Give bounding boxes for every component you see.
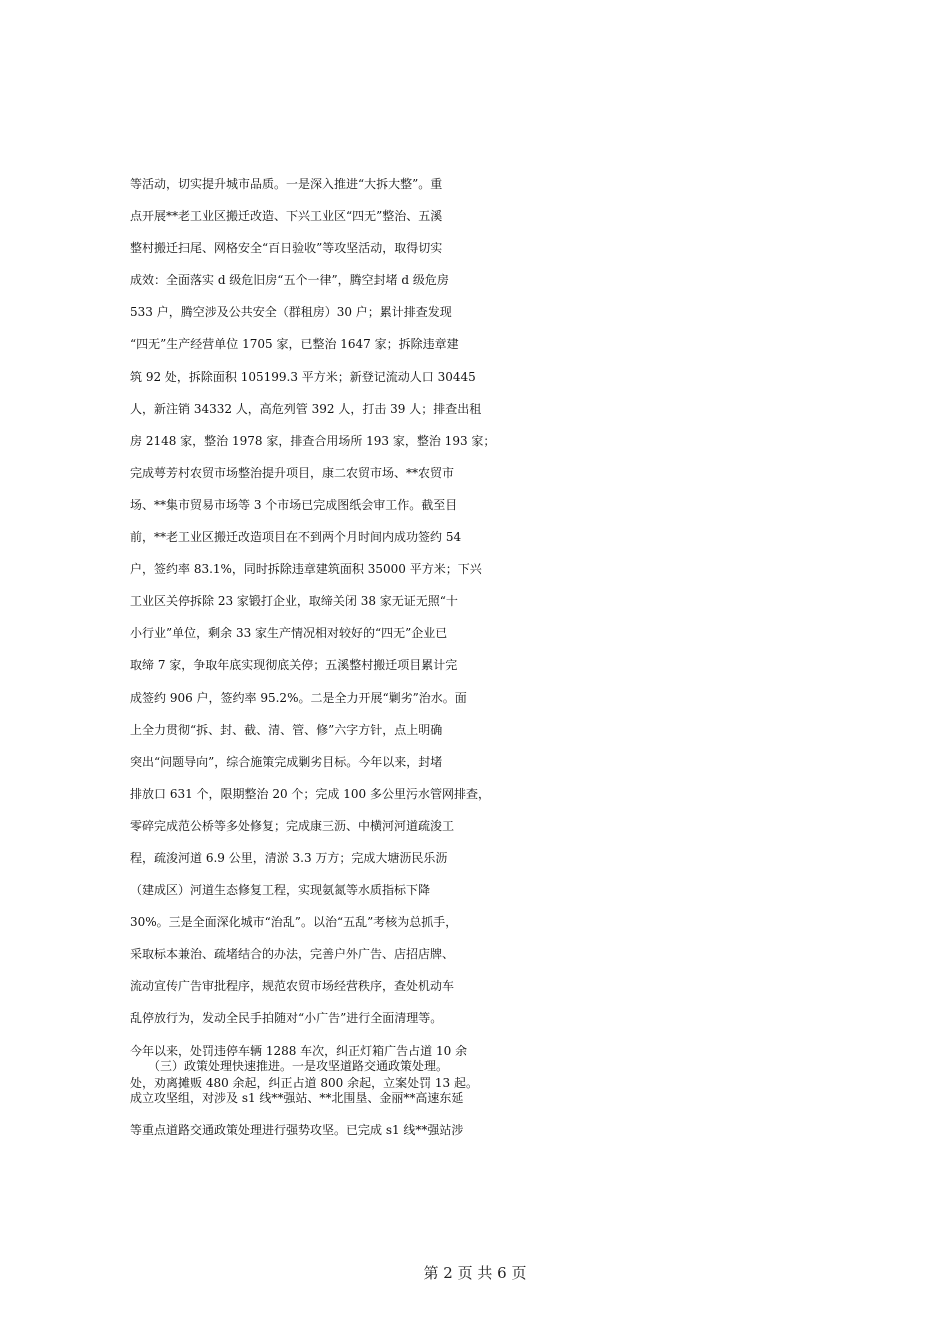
paragraph-policy [130, 1050, 830, 1146]
text-line: 乱停放行为，发动全民手拍随对“小广告”进行全面清理等。 [130, 1011, 443, 1026]
text-line: 取缔 7 家，争取年底实现彻底关停；五溪整村搬迁项目累计完 [130, 658, 458, 673]
text-line: 533 户，腾空涉及公共安全（群租房）30 户；累计排查发现 [130, 305, 452, 320]
text-line: 30%。三是全面深化城市“治乱”。以治“五乱”考核为总抓手， [130, 915, 458, 930]
text-line: 筑 92 处，拆除面积 105199.3 平方米；新登记流动人口 30445 [130, 369, 476, 384]
text-line: 今年以来，处罚违停车辆 1288 车次，纠正灯箱广告占道 10 余 [130, 1043, 468, 1058]
paragraph-main [130, 168, 830, 1099]
text-line: 等重点道路交通政策处理进行强势攻坚。已完成 s1 线**强站涉 [130, 1123, 464, 1138]
text-line: 户，签约率 83.1%，同时拆除违章建筑面积 35000 平方米；下兴 [130, 562, 482, 577]
text-line: （三）政策处理快速推进。一是攻坚道路交通政策处理。 [130, 1059, 449, 1073]
text-line: 上全力贯彻“拆、封、截、清、管、修”六字方针，点上明确 [130, 722, 443, 737]
text-line: 采取标本兼治、疏堵结合的办法，完善户外广告、店招店牌、 [130, 947, 455, 962]
text-line: 零碎完成范公桥等多处修复；完成康三沥、中横河河道疏浚工 [130, 818, 455, 833]
text-line: “四无”生产经营单位 1705 家，已整治 1647 家；拆除违章建 [130, 337, 459, 352]
text-line: 房 2148 家，整治 1978 家，排查合用场所 193 家，整治 193 家； [130, 433, 496, 448]
text-line: 处，劝离摊贩 480 余起，纠正占道 800 余起，立案处罚 13 起。 [130, 1075, 478, 1090]
text-line: 工业区关停拆除 23 家锻打企业，取缔关闭 38 家无证无照“十 [130, 594, 458, 609]
text-line: 成签约 906 户，签约率 95.2%。二是全力开展“剿劣”治水。面 [130, 690, 467, 705]
text-line: 突出“问题导向”，综合施策完成剿劣目标。今年以来，封堵 [130, 754, 443, 769]
text-line: 排放口 631 个，限期整治 20 个；完成 100 多公里污水管网排查， [130, 786, 490, 801]
text-line: 点开展**老工业区搬迁改造、下兴工业区“四无”整治、五溪 [130, 209, 443, 224]
text-line: 小行业”单位，剩余 33 家生产情况相对较好的“四无”企业已 [130, 626, 448, 641]
text-line: 成效：全面落实 d 级危旧房“五个一律”，腾空封堵 d 级危房 [130, 273, 449, 288]
text-line: 成立攻坚组，对涉及 s1 线**强站、**北围垦、金丽**高速东延 [130, 1091, 464, 1106]
text-line: 流动宣传广告审批程序，规范农贸市场经营秩序，查处机动车 [130, 979, 455, 994]
text-line: 场、**集市贸易市场等 3 个市场已完成图纸会审工作。截至目 [130, 497, 458, 512]
text-line: 完成萼芳村农贸市场整治提升项目，康二农贸市场、**农贸市 [130, 465, 455, 480]
text-line: 程，疏浚河道 6.9 公里，清淤 3.3 万方；完成大塘沥民乐沥 [130, 850, 448, 865]
text-line: 整村搬迁扫尾、网格安全“百日验收”等攻坚活动，取得切实 [130, 241, 443, 256]
text-line: 等活动，切实提升城市品质。一是深入推进“大拆大整”。重 [130, 177, 443, 191]
text-line: 人，新注销 34332 人，高危列管 392 人，打击 39 人；排查出租 [130, 401, 482, 416]
text-line: （建成区）河道生态修复工程，实现氨氮等水质指标下降 [130, 883, 431, 898]
page-footer: 第 2 页 共 6 页 [423, 1264, 527, 1282]
text-line: 前，**老工业区搬迁改造项目在不到两个月时间内成功签约 54 [130, 530, 462, 545]
